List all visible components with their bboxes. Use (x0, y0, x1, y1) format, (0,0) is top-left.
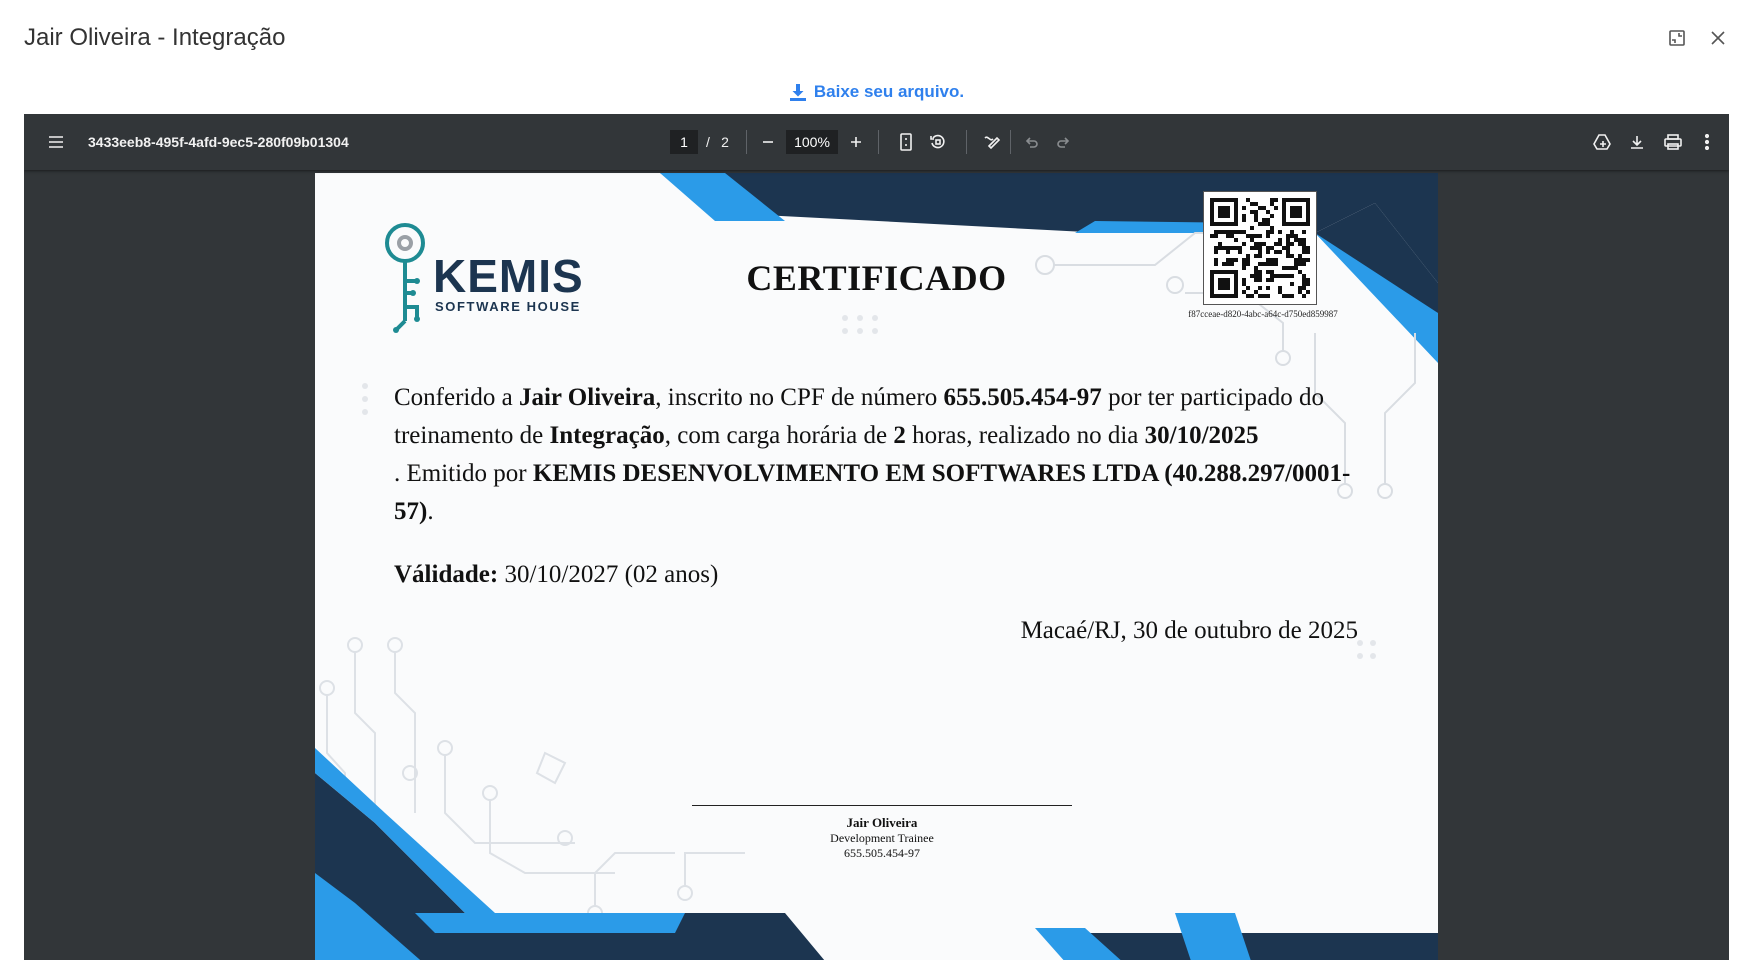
total-pages: 2 (721, 134, 729, 150)
training-hours: 2 (893, 422, 906, 449)
qr-code (1203, 191, 1317, 305)
annotate-icon[interactable] (978, 114, 1006, 170)
download-icon[interactable] (1622, 114, 1652, 170)
toolbar-divider (1010, 130, 1011, 154)
download-file-link[interactable] (0, 82, 1754, 102)
training-name: Integração (549, 422, 665, 449)
fit-page-icon[interactable] (892, 114, 920, 170)
pdf-viewer (24, 114, 1729, 960)
close-icon[interactable] (1704, 24, 1732, 52)
more-options-icon[interactable] (1694, 114, 1720, 170)
participant-cpf: 655.505.454-97 (943, 384, 1102, 411)
page-number-input[interactable]: 1 (670, 114, 698, 170)
print-icon[interactable] (1658, 114, 1688, 170)
download-label: Baixe seu arquivo. (813, 82, 965, 101)
certificate-body: Conferido a Jair Oliveira, inscrito no CPF de número 655.505.454-97 por ter participado do treinamento de Integração, com carga horária de 2 horas, realizado no dia 30/10/2025 . Emitido por KEMIS DESENVOLVIMENTO EM SOFTWARES LTDA (40.288.297/0001-57). (394, 384, 1351, 525)
toolbar-divider (878, 130, 879, 154)
download-icon (790, 84, 806, 101)
signature-cpf: 655.505.454-97 (844, 846, 920, 860)
page-separator: / (706, 134, 710, 150)
minimize-icon[interactable] (1663, 24, 1691, 52)
signature-line (692, 805, 1072, 806)
pdf-toolbar (24, 114, 1729, 170)
drive-save-icon[interactable] (1587, 114, 1617, 170)
zoom-in-icon[interactable] (842, 114, 870, 170)
signature-name: Jair Oliveira (846, 815, 918, 830)
toolbar-divider (966, 130, 967, 154)
qr-code-id: f87cceae-d820-4abc-a64c-d750ed859987 (1188, 309, 1338, 319)
signature-role: Development Trainee (830, 831, 934, 845)
undo-icon[interactable] (1019, 114, 1045, 170)
redo-icon[interactable] (1050, 114, 1076, 170)
logo-name: KEMIS (433, 250, 584, 302)
file-name: 3433eeb8-495f-4afd-9ec5-280f09b01304 (88, 134, 349, 150)
modal-title: Jair Oliveira - Integração (24, 24, 286, 51)
menu-icon[interactable] (40, 114, 72, 170)
validity-value: 30/10/2027 (02 anos) (498, 561, 719, 588)
participant-name: Jair Oliveira (518, 384, 656, 411)
training-date: 30/10/2025 (1144, 422, 1259, 449)
validity (394, 561, 718, 589)
toolbar-divider (746, 130, 747, 154)
rotate-icon[interactable] (924, 114, 952, 170)
logo-subtitle: SOFTWARE HOUSE (435, 299, 581, 314)
place-date: Macaé/RJ, 30 de outubro de 2025 (1020, 617, 1358, 644)
validity-label: Válidade: (394, 561, 499, 588)
certificate-page (315, 173, 1438, 960)
issuer-company: KEMIS DESENVOLVIMENTO EM SOFTWARES LTDA (40.288.297/0001-57) (394, 460, 1351, 525)
certificate-title: CERTIFICADO (746, 258, 1007, 298)
qr-code-image (1210, 198, 1310, 298)
zoom-out-icon[interactable] (754, 114, 782, 170)
zoom-level-input[interactable]: 100% (786, 114, 838, 170)
